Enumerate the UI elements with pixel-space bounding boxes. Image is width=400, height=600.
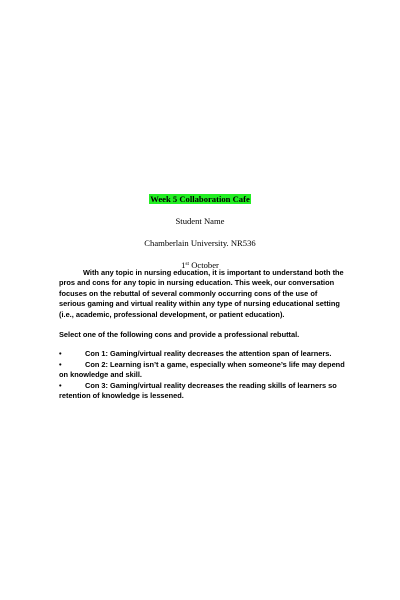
con-text: Con 1: Gaming/virtual reality decreases the attention span of learners. [85,349,332,359]
intro-paragraph: With any topic in nursing education, it is important to understand both the pros and cons for any topic in nursing education. This week, our conversation focuses on the rebuttal of several commonly occurring cons of the use of serious gaming and virtual reality within any type of nursing educational setting (i.e., academic, professional development, or patient education). [59,268,344,319]
date-ordinal-suffix: st [185,261,190,268]
cons-list [59,349,345,401]
student-name: Student Name [175,216,225,227]
bullet-icon: • [59,349,62,359]
bullet-icon: • [59,359,62,369]
con-text: Con 2: Learning isn’t a game, especially when someone’s life may depend on knowledge and skill. [59,359,345,380]
date-month: October [189,260,219,271]
list-item [59,360,345,381]
institution-course: Chamberlain University. NR536 [144,238,256,249]
assignment-title-line [0,195,400,204]
con-text: Con 3: Gaming/virtual reality decreases the reading skills of learners so retention of knowledge is lessened. [59,380,337,401]
list-item [59,349,345,359]
body-block [59,268,345,401]
select-instruction: Select one of the following cons and provide a professional rebuttal. [59,330,300,340]
list-item [59,381,345,402]
date-number: 1 [181,260,186,271]
assignment-title: Week 5 Collaboration Cafe [150,194,250,204]
bullet-icon: • [59,380,62,390]
